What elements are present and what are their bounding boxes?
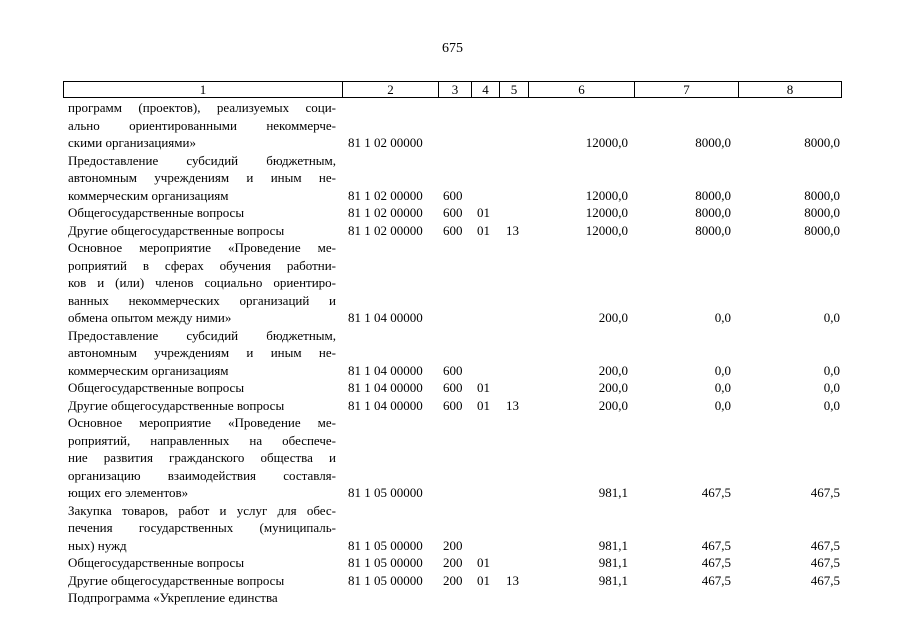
row-description <box>68 397 336 415</box>
amount-col-7: 0,0 <box>714 380 731 395</box>
amount-col-7: 0,0 <box>714 397 731 413</box>
description-line: роприятий, направленных на обеспече- <box>68 432 336 448</box>
row-description <box>68 327 336 380</box>
table-row <box>0 397 905 415</box>
description-line: обмена опытом между ними» <box>68 310 232 325</box>
row-description <box>68 589 336 607</box>
description-line: Основное мероприятие «Проведение ме- <box>68 240 336 255</box>
amount-col-6: 200,0 <box>598 397 628 413</box>
amount-col-7: 0,0 <box>714 362 731 378</box>
row-description <box>68 204 336 222</box>
subsection: 13 <box>506 397 519 413</box>
amount-col-8: 8000,0 <box>804 135 840 150</box>
amount-col-8: 467,5 <box>810 485 840 500</box>
description-line: ние развития гражданского общества и <box>68 450 336 465</box>
table-body <box>0 99 905 607</box>
expense-type: 600 <box>443 205 463 220</box>
target-code: 81 1 04 00000 <box>348 380 423 395</box>
amount-col-8: 8000,0 <box>804 205 840 220</box>
expense-type: 600 <box>443 380 463 395</box>
row-description <box>68 99 336 152</box>
amount-col-7: 8000,0 <box>695 135 731 150</box>
expense-type: 600 <box>443 222 463 238</box>
table-row <box>0 572 905 590</box>
header-col-7: 7 <box>635 82 739 97</box>
amount-col-7: 467,5 <box>701 555 731 570</box>
page-number: 675 <box>442 41 463 56</box>
description-line: Основное мероприятие «Проведение ме- <box>68 415 336 430</box>
description-line: ющих его элементов» <box>68 485 189 500</box>
description-line: печения государственных (муниципаль- <box>68 520 336 535</box>
description-line: Общегосударственные вопросы <box>68 205 245 220</box>
table-row <box>0 379 905 397</box>
description-line: роприятий в сферах обучения работни- <box>68 257 336 273</box>
table-header <box>63 81 842 98</box>
amount-col-8: 467,5 <box>810 572 840 588</box>
amount-col-7: 467,5 <box>701 572 731 588</box>
table-row <box>0 99 905 152</box>
amount-col-6: 981,1 <box>598 537 628 553</box>
section: 01 <box>477 380 490 395</box>
amount-col-8: 0,0 <box>823 380 840 395</box>
row-description <box>68 152 336 205</box>
description-line: коммерческим организациям <box>68 187 229 203</box>
description-line: ных) нужд <box>68 537 127 553</box>
description-line: автономным учреждениям и иным не- <box>68 345 336 360</box>
section: 01 <box>477 397 490 413</box>
description-line: Закупка товаров, работ и услуг для обес- <box>68 502 336 518</box>
amount-col-6: 12000,0 <box>585 205 628 220</box>
target-code: 81 1 02 00000 <box>348 205 423 220</box>
expense-type: 600 <box>443 362 463 378</box>
target-code: 81 1 04 00000 <box>348 310 423 325</box>
table-row <box>0 502 905 555</box>
section: 01 <box>477 205 490 220</box>
header-col-5: 5 <box>500 82 529 97</box>
header-col-3: 3 <box>439 82 472 97</box>
section: 01 <box>477 222 490 238</box>
description-line: Предоставление субсидий бюджетным, <box>68 327 336 343</box>
table-row <box>0 222 905 240</box>
description-line: ванных некоммерческих организаций и <box>68 292 336 308</box>
row-description <box>68 222 336 240</box>
description-line: Предоставление субсидий бюджетным, <box>68 152 336 168</box>
amount-col-6: 12000,0 <box>585 222 628 238</box>
amount-col-8: 8000,0 <box>804 187 840 203</box>
target-code: 81 1 02 00000 <box>348 187 423 203</box>
amount-col-6: 981,1 <box>598 555 628 570</box>
target-code: 81 1 02 00000 <box>348 222 423 238</box>
expense-type: 200 <box>443 572 463 588</box>
expense-type: 600 <box>443 187 463 203</box>
amount-col-6: 12000,0 <box>585 135 628 150</box>
expense-type: 200 <box>443 537 463 553</box>
amount-col-8: 467,5 <box>810 555 840 570</box>
target-code: 81 1 02 00000 <box>348 135 423 150</box>
subsection: 13 <box>506 572 519 588</box>
amount-col-7: 467,5 <box>701 537 731 553</box>
description-line: Другие общегосударственные вопросы <box>68 572 285 588</box>
amount-col-6: 12000,0 <box>585 187 628 203</box>
description-line: Другие общегосударственные вопросы <box>68 397 285 413</box>
table-row <box>0 589 905 607</box>
amount-col-8: 8000,0 <box>804 222 840 238</box>
header-col-4: 4 <box>472 82 500 97</box>
row-description <box>68 572 336 590</box>
amount-col-7: 0,0 <box>714 310 731 325</box>
table-row <box>0 414 905 502</box>
amount-col-7: 8000,0 <box>695 222 731 238</box>
section: 01 <box>477 555 490 570</box>
description-line: автономным учреждениям и иным не- <box>68 170 336 185</box>
header-col-1: 1 <box>64 82 343 97</box>
target-code: 81 1 05 00000 <box>348 537 423 553</box>
amount-col-6: 981,1 <box>598 485 628 500</box>
description-line: Другие общегосударственные вопросы <box>68 222 285 238</box>
expense-type: 200 <box>443 555 463 570</box>
description-line: ально ориентированными некоммерче- <box>68 117 336 133</box>
amount-col-6: 200,0 <box>598 310 628 325</box>
description-line: Общегосударственные вопросы <box>68 555 245 570</box>
amount-col-7: 467,5 <box>701 485 731 500</box>
description-line: организацию взаимодействия составля- <box>68 467 336 483</box>
amount-col-8: 0,0 <box>823 397 840 413</box>
header-col-2: 2 <box>343 82 439 97</box>
header-col-6: 6 <box>529 82 635 97</box>
table-row <box>0 327 905 380</box>
target-code: 81 1 04 00000 <box>348 397 423 413</box>
row-description <box>68 502 336 555</box>
subsection: 13 <box>506 222 519 238</box>
row-description <box>68 379 336 397</box>
amount-col-6: 200,0 <box>598 380 628 395</box>
row-description <box>68 554 336 572</box>
table-row <box>0 152 905 205</box>
expense-type: 600 <box>443 397 463 413</box>
description-line: скими организациями» <box>68 135 196 150</box>
target-code: 81 1 05 00000 <box>348 572 423 588</box>
amount-col-8: 467,5 <box>810 537 840 553</box>
header-col-8: 8 <box>786 82 794 97</box>
row-description <box>68 239 336 327</box>
section: 01 <box>477 572 490 588</box>
description-line: программ (проектов), реализуемых соци- <box>68 100 336 115</box>
amount-col-6: 981,1 <box>598 572 628 588</box>
description-line: коммерческим организациям <box>68 362 229 378</box>
amount-col-7: 8000,0 <box>695 205 731 220</box>
row-description <box>68 414 336 502</box>
table-row <box>0 204 905 222</box>
amount-col-8: 0,0 <box>823 310 840 325</box>
amount-col-7: 8000,0 <box>695 187 731 203</box>
table-row <box>0 554 905 572</box>
description-line: Подпрограмма «Укрепление единства <box>68 590 278 605</box>
amount-col-8: 0,0 <box>823 362 840 378</box>
description-line: Общегосударственные вопросы <box>68 380 245 395</box>
target-code: 81 1 05 00000 <box>348 485 423 500</box>
target-code: 81 1 04 00000 <box>348 362 423 378</box>
table-row <box>0 239 905 327</box>
amount-col-6: 200,0 <box>598 362 628 378</box>
target-code: 81 1 05 00000 <box>348 555 423 570</box>
description-line: ков и (или) членов социально ориентиро- <box>68 275 336 290</box>
